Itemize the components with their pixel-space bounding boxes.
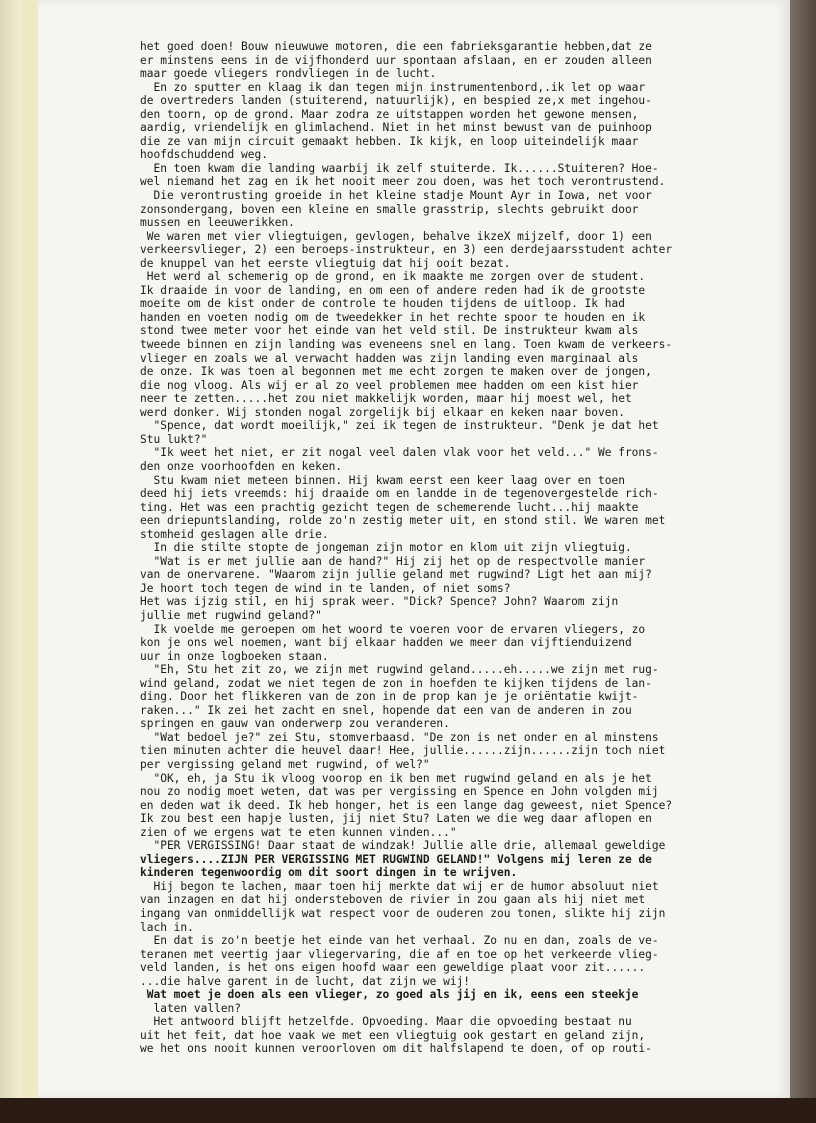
text-line: lach in. xyxy=(140,920,194,934)
typewritten-body-text xyxy=(140,40,780,1056)
text-line: stond twee meter voor het einde van het veld stil. De instrukteur kwam als xyxy=(140,324,639,338)
text-line: maar goede vliegers rondvliegen in de lucht. xyxy=(140,67,437,81)
text-line: een driepuntslanding, rolde zo'n zestig meter uit, en stond stil. We waren met xyxy=(140,514,666,528)
text-line: raken..." Ik zei het zacht en snel, hopende dat een van de anderen in zou xyxy=(140,703,632,717)
text-line: Het antwoord blijft hetzelfde. Opvoeding. Maar die opvoeding bestaat nu xyxy=(140,1015,632,1029)
text-line: En zo sputter en klaag ik dan tegen mijn instrumentenbord,.ik let op waar xyxy=(140,80,646,94)
text-line: er minstens eens in de vijfhonderd uur spontaan afslaan, en er zouden alleen xyxy=(140,53,652,67)
scan-left-edge xyxy=(0,0,22,1123)
scan-bottom-edge xyxy=(0,1098,816,1123)
text-line: zonsondergang, boven een kleine en smalle grasstrip, slechts gebruikt door xyxy=(140,202,639,216)
text-line: mussen en leeuwerikken. xyxy=(140,216,295,230)
text-line: "Eh, Stu het zit zo, we zijn met rugwind geland.....eh.....we zijn met rug- xyxy=(140,663,659,677)
text-line: zien of we ergens wat te eten kunnen vinden..." xyxy=(140,825,457,839)
text-line: En dat is zo'n beetje het einde van het verhaal. Zo nu en dan, zoals de ve- xyxy=(140,934,659,948)
text-line: "Wat bedoel je?" zei Stu, stomverbaasd. "De zon is net onder en al minstens xyxy=(140,730,659,744)
text-line: aardig, vriendelijk en glimlachend. Niet in het minst bewust van de puinhoop xyxy=(140,121,652,135)
text-line: en deden wat ik deed. Ik heb honger, het is een lange dag geweest, niet Spence? xyxy=(140,798,673,812)
text-line: Stu lukt?" xyxy=(140,432,208,446)
text-line: "Ik weet het niet, er zit nogal veel dalen vlak voor het veld..." We frons- xyxy=(140,446,659,460)
text-line: In die stilte stopte de jongeman zijn motor en klom uit zijn vliegtuig. xyxy=(140,541,632,555)
text-line: hoofdschuddend weg. xyxy=(140,148,268,162)
text-line: Stu kwam niet meteen binnen. Hij kwam eerst een keer laag over en toen xyxy=(140,473,625,487)
text-line: vlieger en zoals we al verwacht hadden was zijn landing even marginaal als xyxy=(140,351,639,365)
text-line: We waren met vier vliegtuigen, gevlogen, behalve ikzeX mijzelf, door 1) een xyxy=(140,229,652,243)
text-line: jullie met rugwind geland?" xyxy=(140,608,322,622)
text-line: vliegers....ZIJN PER VERGISSING MET RUGWIND GELAND!" Volgens mij leren ze de xyxy=(140,852,652,866)
text-line: tweede binnen en zijn landing was eveneens snel en lang. Toen kwam de verkeers- xyxy=(140,338,673,352)
text-line: Je hoort toch tegen de wind in te landen, of niet soms? xyxy=(140,581,511,595)
text-line: teranen met veertig jaar vliegervaring, die af en toe op het verkeerde vlieg- xyxy=(140,947,659,961)
text-line: het goed doen! Bouw nieuwuwe motoren, die een fabrieksgarantie hebben,dat ze xyxy=(140,40,652,53)
text-line: uit het feit, dat hoe vaak we met een vliegtuig ook gestart en geland zijn, xyxy=(140,1028,646,1042)
text-line: Wat moet je doen als een vlieger, zo goed als jij en ik, eens een steekje xyxy=(140,988,639,1002)
scan-right-edge xyxy=(790,0,816,1123)
text-line: de knuppel van het eerste vliegtuig dat hij ooit bezat. xyxy=(140,256,511,270)
text-line: deed hij iets vreemds: hij draaide om en landde in de tegenovergestelde rich- xyxy=(140,487,659,501)
text-line: handen en voeten nodig om de tweedekker in het rechte spoor te houden en ik xyxy=(140,310,646,324)
text-line: den toorn, op de grond. Maar zodra ze uitstappen worden het gewone mensen, xyxy=(140,107,639,121)
text-line: uur in onze logboeken staan. xyxy=(140,649,329,663)
text-line: veld landen, is het ons eigen hoofd waar een geweldige plaat voor zit...... xyxy=(140,961,646,975)
text-line: van de onervarene. "Waarom zijn jullie geland met rugwind? Ligt het aan mij? xyxy=(140,568,652,582)
text-line: Ik voelde me geroepen om het woord te voeren voor de ervaren vliegers, zo xyxy=(140,622,646,636)
text-line: Ik draaide in voor de landing, en om een of andere reden had ik de grootste xyxy=(140,283,646,297)
text-line: de overtreders landen (stuiterend, natuurlijk), en bespied ze,x met ingehou- xyxy=(140,94,652,108)
text-line: Het werd al schemerig op de grond, en ik maakte me zorgen over de student. xyxy=(140,270,646,284)
text-line: Het was ijzig stil, en hij sprak weer. "Dick? Spence? John? Waarom zijn xyxy=(140,595,619,609)
text-line: En toen kwam die landing waarbij ik zelf stuiterde. Ik......Stuiteren? Hoe- xyxy=(140,161,659,175)
text-line: Die verontrusting groeide in het kleine stadje Mount Ayr in Iowa, net voor xyxy=(140,189,652,203)
text-line: ingang van onmiddellijk wat respect voor de ouderen zou tonen, slikte hij zijn xyxy=(140,907,666,920)
text-line: van inzagen en dat hij ondersteboven de rivier in zou gaan als hij niet met xyxy=(140,893,646,907)
text-line: tien minuten achter die heuvel daar! Hee, jullie......zijn......zijn toch niet xyxy=(140,744,666,758)
text-line: kon je ons wel noemen, want bij elkaar hadden we meer dan vijftienduizend xyxy=(140,636,632,650)
text-line: die ze van mijn circuit gemaakt hebben. Ik kijk, en loop uiteindelijk maar xyxy=(140,134,639,148)
text-line: "Spence, dat wordt moeilijk," zei ik tegen de instrukteur. "Denk je dat het xyxy=(140,419,659,433)
text-line: nou zo nodig moet weten, dat was per vergissing en Spence en John volgden mij xyxy=(140,785,659,799)
text-line: Ik zou best een hapje lusten, jij niet Stu? Laten we die weg daar aflopen en xyxy=(140,812,652,826)
text-line: de onze. Ik was toen al begonnen met me echt zorgen te maken over de jongen, xyxy=(140,365,652,379)
text-line: per vergissing geland met rugwind, of wel?" xyxy=(140,757,430,771)
text-line: ding. Door het flikkeren van de zon in de prop kan je je oriëntatie kwijt- xyxy=(140,690,639,704)
text-line: laten vallen? xyxy=(140,1001,242,1015)
text-line: Hij begon te lachen, maar toen hij merkte dat wij er de humor absoluut niet xyxy=(140,879,659,893)
paper-strip xyxy=(22,0,38,1123)
text-line: stomheid geslagen alle drie. xyxy=(140,527,329,541)
text-line: wel niemand het zag en ik het nooit meer zou doen, was het toch verontrustend. xyxy=(140,175,666,189)
text-line: "PER VERGISSING! Daar staat de windzak! Jullie alle drie, allemaal geweldige xyxy=(140,839,666,853)
text-line: den onze voorhoofden en keken. xyxy=(140,459,343,473)
text-line: die nog vloog. Als wij er al zo veel problemen mee hadden om een kist hier xyxy=(140,378,639,392)
text-line: ...die halve garent in de lucht, dat zijn we wij! xyxy=(140,974,471,988)
text-line: wind geland, zodat we niet tegen de zon in hoefden te kijken tijdens de lan- xyxy=(140,676,652,690)
text-line: werd donker. Wij stonden nogal zorgelijk bij elkaar en keken naar boven. xyxy=(140,405,625,419)
text-line: "OK, eh, ja Stu ik vloog voorop en ik ben met rugwind geland en als je het xyxy=(140,771,652,785)
text-line: moeite om de kist onder de controle te houden tijdens de uitloop. Ik had xyxy=(140,297,625,311)
text-line: kinderen tegenwoordig om dit soort dingen in te wrijven. xyxy=(140,866,518,880)
text-line: springen en gauw van onderwerp zou veranderen. xyxy=(140,717,450,731)
text-line: verkeersvlieger, 2) een beroeps-instrukteur, en 3) een derdejaarsstudent achter xyxy=(140,243,673,257)
text-line: we het ons nooit kunnen veroorloven om dit halfslapend te doen, of op routi- xyxy=(140,1042,652,1056)
text-line: "Wat is er met jullie aan de hand?" Hij zij het op de respectvolle manier xyxy=(140,554,646,568)
text-line: ting. Het was een prachtig gezicht tegen de schemerende lucht...hij maakte xyxy=(140,500,639,514)
text-line: neer te zetten.....het zou niet makkelijk worden, maar hij moest wel, het xyxy=(140,392,632,406)
